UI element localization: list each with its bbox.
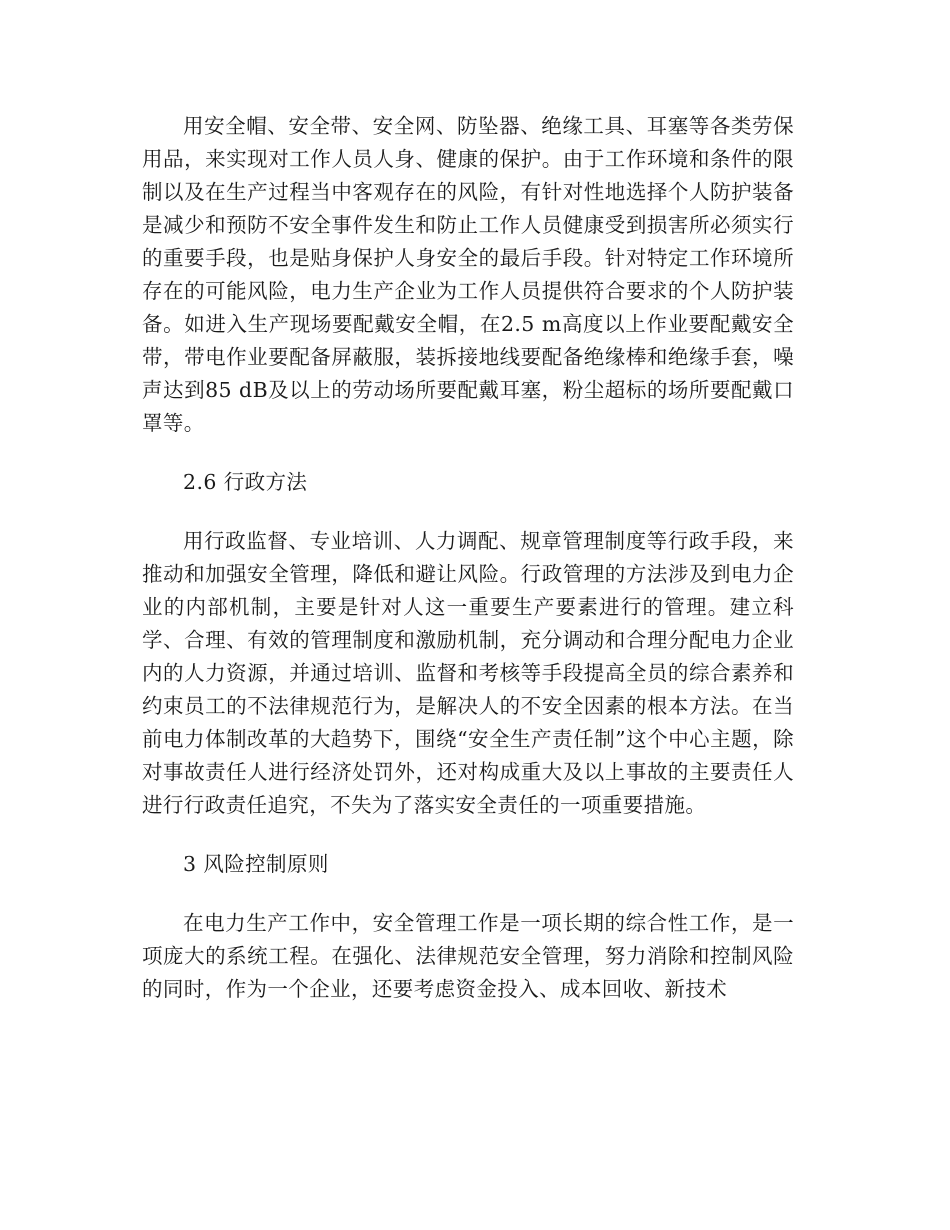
- section-heading-risk-control-principles: 3 风险控制原则: [183, 852, 329, 876]
- paragraph-risk-control-principles: 在电力生产工作中，安全管理工作是一项长期的综合性工作，是一项庞大的系统工程。在强化、法律规范安全管理，努力消除和控制风险的同时，作为一个企业，还要考虑资金投入、成本回收、新技术: [142, 911, 794, 1001]
- paragraph-personal-protection: 用安全帽、安全带、安全网、防坠器、绝缘工具、耳塞等各类劳保用品，来实现对工作人员人身、健康的保护。由于工作环境和条件的限制以及在生产过程当中客观存在的风险，有针对性地选择个人防护装备是减少和预防不安全事件发生和防止工作人员健康受到损害所必须实行的重要手段，也是贴身保护人身安全的最后手段。针对特定工作环境所存在的可能风险，电力生产企业为工作人员提供符合要求的个人防护装备。如进入生产现场要配戴安全帽，在2.5 m高度以上作业要配戴安全带，带电作业要配备屏蔽服，装拆接地线要配备绝缘棒和绝缘手套，噪声达到85 dB及以上的劳动场所要配戴耳塞，粉尘超标的场所要配戴口罩等。: [142, 114, 794, 435]
- document-page: [142, 110, 794, 1032]
- section-heading-administrative-methods: 2.6 行政方法: [183, 470, 308, 494]
- paragraph-administrative-methods: 用行政监督、专业培训、人力调配、规章管理制度等行政手段，来推动和加强安全管理，降低和避让风险。行政管理的方法涉及到电力企业的内部机制，主要是针对人这一重要生产要素进行的管理。建立科学、合理、有效的管理制度和激励机制，充分调动和合理分配电力企业内的人力资源，并通过培训、监督和考核等手段提高全员的综合素养和约束员工的不法律规范行为，是解决人的不安全因素的根本方法。在当前电力体制改革的大趋势下，围绕“安全生产责任制”这个中心主题，除对事故责任人进行经济处罚外，还对构成重大及以上事故的主要责任人进行行政责任追究，不失为了落实安全责任的一项重要措施。: [142, 529, 794, 817]
